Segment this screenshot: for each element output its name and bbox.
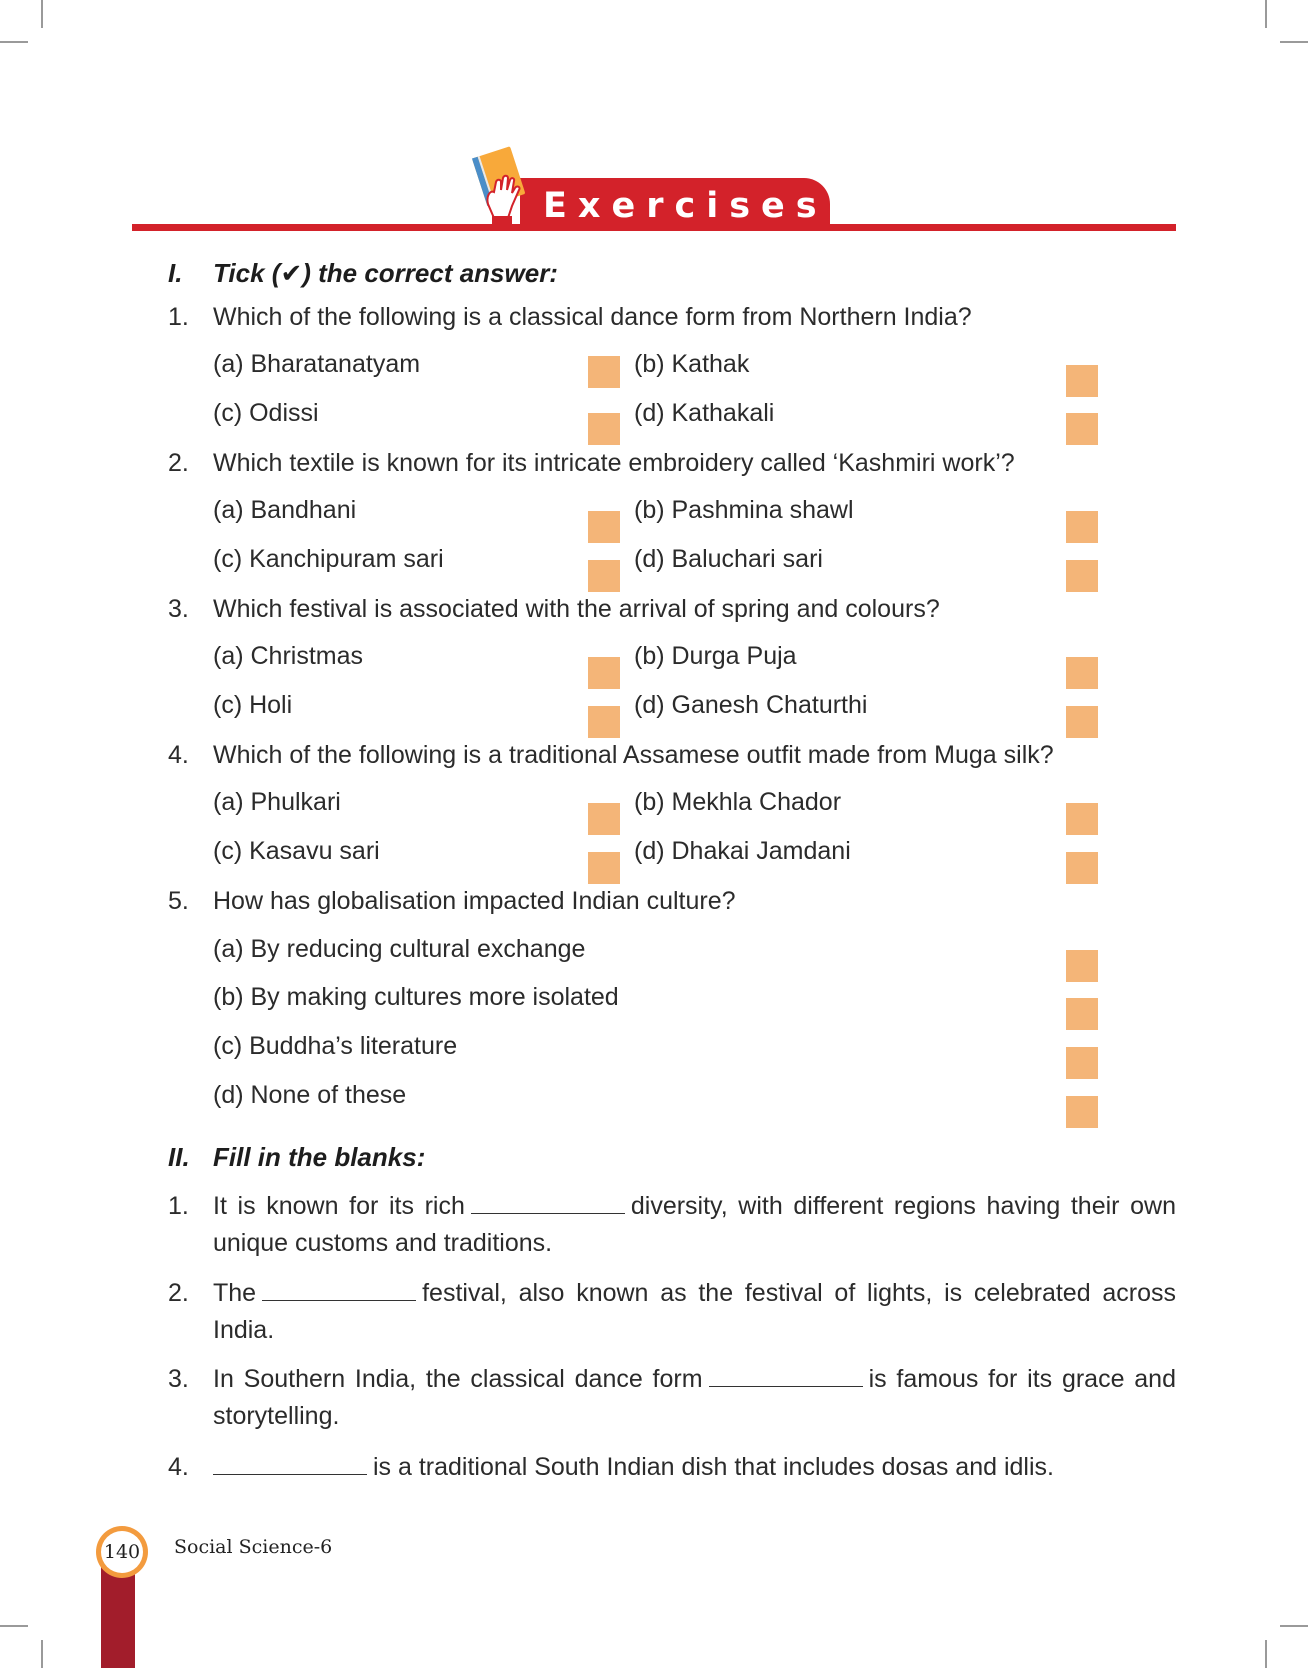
answer-checkbox[interactable]: [1066, 560, 1098, 592]
question-text: Which of the following is a traditional Assamese outfit made from Muga silk?: [213, 741, 1054, 769]
answer-checkbox[interactable]: [588, 511, 620, 543]
option-label: (b) Mekhla Chador: [634, 788, 842, 816]
option-label: (b) Pashmina shawl: [634, 496, 854, 524]
blank-line[interactable]: [709, 1362, 863, 1387]
option-label: (d) Ganesh Chaturthi: [634, 691, 868, 719]
question-text: Which textile is known for its intricate embroidery called ‘Kashmiri work’?: [213, 449, 1015, 477]
answer-checkbox[interactable]: [588, 657, 620, 689]
sentence-start: In Southern India, the classical dance form: [213, 1365, 703, 1393]
option-label: (c) Odissi: [213, 399, 319, 427]
answer-checkbox[interactable]: [588, 803, 620, 835]
answer-checkbox[interactable]: [1066, 852, 1098, 884]
crop-mark: [1280, 41, 1308, 43]
option-label: (d) None of these: [213, 1081, 407, 1109]
crop-mark: [41, 1640, 43, 1668]
answer-checkbox[interactable]: [1066, 950, 1098, 982]
blank-line[interactable]: [213, 1450, 367, 1475]
answer-checkbox[interactable]: [1066, 803, 1098, 835]
answer-checkbox[interactable]: [1066, 1096, 1098, 1128]
section-2-title: Fill in the blanks:: [213, 1142, 426, 1172]
option-label: (c) Buddha’s literature: [213, 1032, 458, 1060]
question-number: 2.: [168, 449, 189, 477]
answer-checkbox[interactable]: [1066, 998, 1098, 1030]
option-label: (a) Bharatanatyam: [213, 350, 421, 378]
crop-mark: [1265, 1640, 1267, 1668]
fill-blank-item: [168, 1275, 1176, 1349]
option-label: (c) Kanchipuram sari: [213, 545, 444, 573]
option-label: (c) Holi: [213, 691, 293, 719]
answer-checkbox[interactable]: [588, 852, 620, 884]
sentence-end: festival, also known as the festival of lights, is celebrated across India.: [213, 1279, 1176, 1344]
fill-blank-item: [168, 1188, 1176, 1262]
blank-line[interactable]: [262, 1276, 416, 1301]
page-number: 140: [101, 1531, 143, 1573]
question-number: 4.: [168, 741, 189, 769]
crop-mark: [0, 1625, 28, 1627]
item-number: 3.: [168, 1365, 189, 1393]
question-number: 3.: [168, 595, 189, 623]
crop-mark: [0, 41, 28, 43]
option-label: (a) Christmas: [213, 642, 364, 670]
question-text: Which festival is associated with the arrival of spring and colours?: [213, 595, 940, 623]
fill-blank-item: [168, 1449, 1176, 1486]
fill-blank-item: [168, 1361, 1176, 1435]
answer-checkbox[interactable]: [1066, 1047, 1098, 1079]
item-number: 2.: [168, 1279, 189, 1307]
section-1-number: I.: [168, 258, 183, 288]
sentence-end: is famous for its grace and storytelling.: [213, 1365, 1176, 1430]
option-label: (d) Kathakali: [634, 399, 775, 427]
question-text: How has globalisation impacted Indian culture?: [213, 887, 736, 915]
crop-mark: [1265, 0, 1267, 28]
answer-checkbox[interactable]: [588, 706, 620, 738]
answer-checkbox[interactable]: [1066, 413, 1098, 445]
item-number: 4.: [168, 1453, 189, 1481]
crop-mark: [41, 0, 43, 28]
answer-checkbox[interactable]: [588, 356, 620, 388]
option-label: (d) Baluchari sari: [634, 545, 823, 573]
question-text: Which of the following is a classical dance form from Northern India?: [213, 303, 972, 331]
option-label: (c) Kasavu sari: [213, 837, 380, 865]
item-number: 1.: [168, 1192, 189, 1220]
question-number: 1.: [168, 303, 189, 331]
sentence-end: diversity, with different regions having their own unique customs and traditions.: [213, 1192, 1176, 1257]
section-2-number: II.: [168, 1142, 190, 1172]
crop-mark: [1280, 1625, 1308, 1627]
option-label: (b) By making cultures more isolated: [213, 983, 619, 1011]
answer-checkbox[interactable]: [1066, 365, 1098, 397]
blank-line[interactable]: [471, 1189, 625, 1214]
option-label: (a) Phulkari: [213, 788, 341, 816]
exercises-title: Exercises: [543, 186, 828, 226]
option-label: (a) Bandhani: [213, 496, 357, 524]
option-label: (b) Durga Puja: [634, 642, 797, 670]
section-1-title: Tick (✔) the correct answer:: [213, 258, 558, 288]
answer-checkbox[interactable]: [588, 560, 620, 592]
option-label: (b) Kathak: [634, 350, 750, 378]
answer-checkbox[interactable]: [588, 413, 620, 445]
answer-checkbox[interactable]: [1066, 706, 1098, 738]
option-label: (d) Dhakai Jamdani: [634, 837, 851, 865]
question-number: 5.: [168, 887, 189, 915]
sentence-end: is a traditional South Indian dish that includes dosas and idlis.: [373, 1453, 1054, 1481]
section-2-heading: [168, 1142, 425, 1173]
book-title: Social Science-6: [174, 1536, 333, 1558]
section-1-heading: [168, 258, 558, 289]
sentence-start: The: [213, 1279, 257, 1307]
option-label: (a) By reducing cultural exchange: [213, 935, 586, 963]
answer-checkbox[interactable]: [1066, 657, 1098, 689]
sentence-start: It is known for its rich: [213, 1192, 465, 1220]
hand-holding-book-icon: [468, 146, 540, 232]
answer-checkbox[interactable]: [1066, 511, 1098, 543]
